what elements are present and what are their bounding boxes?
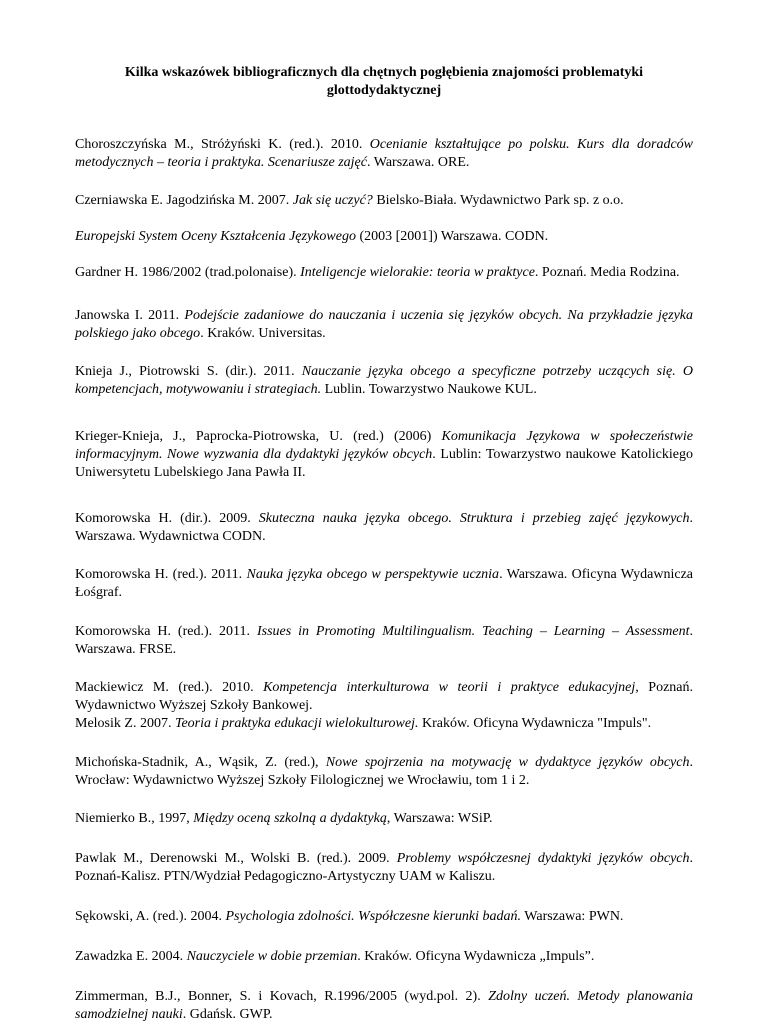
bibliography-entry bbox=[75, 566, 693, 602]
bibliography-entry bbox=[75, 715, 693, 733]
entry-author: Choroszczyńska M., Stróżyński K. (red.). 2010. bbox=[75, 137, 370, 152]
bibliography-entry bbox=[75, 623, 693, 659]
bibliography-entry bbox=[75, 510, 693, 546]
entry-title: Skuteczna nauka języka obcego. Struktura i przebieg zajęć językowych bbox=[258, 511, 690, 526]
bibliography-entry bbox=[75, 428, 693, 482]
entry-author: Sękowski, A. (red.). 2004. bbox=[75, 909, 226, 924]
entry-publisher: , Poznań. Wydawnictwo Wyższej Szkoły Bankowej. bbox=[75, 680, 693, 713]
entry-title: Ocenianie kształtujące po polsku. Kurs dla doradców metodycznych – teoria i praktyka. Scenariusze zajęć bbox=[75, 137, 693, 170]
entry-publisher: Kraków. Oficyna Wydawnicza "Impuls". bbox=[418, 716, 652, 731]
entry-publisher: . Warszawa. ORE. bbox=[366, 155, 470, 170]
entry-title: Psychologia zdolności. Współczesne kierunki badań. bbox=[225, 909, 522, 924]
entry-title: Między oceną szkolną a dydaktyką bbox=[193, 811, 387, 826]
entry-author: Janowska I. 2011. bbox=[75, 308, 185, 323]
bibliography-entry bbox=[75, 136, 693, 172]
entry-title: Zdolny uczeń. Metody planowania samodzielnej nauki bbox=[75, 989, 693, 1022]
entry-author: Pawlak M., Derenowski M., Wolski B. (red.). 2009. bbox=[75, 851, 397, 866]
bibliography-entry bbox=[75, 307, 693, 343]
entry-publisher: . Kraków. Universitas. bbox=[200, 326, 326, 341]
entry-publisher: . Gdańsk. GWP. bbox=[182, 1007, 273, 1022]
bibliography-entry bbox=[75, 754, 693, 790]
document-page bbox=[75, 64, 693, 1024]
bibliography-entry bbox=[75, 908, 693, 926]
entry-publisher: . Lublin: Towarzystwo naukowe Katolickiego Uniwersytetu Lubelskiego Jana Pawła II. bbox=[75, 447, 693, 480]
bibliography-entry bbox=[75, 988, 693, 1024]
entry-author: Niemierko B., 1997, bbox=[75, 811, 194, 826]
bibliography-list bbox=[75, 136, 693, 1024]
entry-author: Zawadzka E. 2004. bbox=[75, 949, 187, 964]
entry-author: Michońska-Stadnik, A., Wąsik, Z. (red.), bbox=[75, 755, 326, 770]
entry-title: Podejście zadaniowe do nauczania i uczenia się języków obcych. Na przykładzie języka polskiego jako obcego bbox=[75, 308, 694, 341]
entry-author: Knieja J., Piotrowski S. (dir.). 2011. bbox=[75, 364, 302, 379]
bibliography-entry bbox=[75, 948, 693, 966]
entry-title: Inteligencje wielorakie: teoria w praktyce bbox=[300, 265, 535, 280]
entry-author: Melosik Z. 2007. bbox=[75, 716, 175, 731]
entry-title: Problemy współczesnej dydaktyki języków obcych bbox=[396, 851, 690, 866]
entry-title: Teoria i praktyka edukacji wielokulturowej. bbox=[174, 716, 419, 731]
entry-publisher: . Poznań. Media Rodzina. bbox=[534, 265, 680, 280]
entry-author: Komorowska H. (dir.). 2009. bbox=[75, 511, 259, 526]
entry-publisher: . Warszawa. Wydawnictwa CODN. bbox=[75, 511, 693, 544]
entry-author: Mackiewicz M. (red.). 2010. bbox=[75, 680, 264, 695]
entry-title: Kompetencja interkulturowa w teorii i praktyce edukacyjnej bbox=[263, 680, 636, 695]
entry-author: Czerniawska E. Jagodzińska M. 2007. bbox=[75, 193, 293, 208]
page-title: Kilka wskazówek bibliograficznych dla chętnych pogłębienia znajomości problematyki glottodydaktycznej bbox=[124, 65, 644, 98]
bibliography-entry bbox=[75, 679, 693, 715]
entry-publisher: . Kraków. Oficyna Wydawnicza „Impuls”. bbox=[357, 949, 595, 964]
entry-publisher: (2003 [2001]) Warszawa. CODN. bbox=[355, 229, 549, 244]
entry-author: Krieger-Knieja, J., Paprocka-Piotrowska, U. (red.) (2006) bbox=[75, 429, 442, 444]
entry-publisher: . Warszawa. FRSE. bbox=[75, 624, 693, 657]
entry-author: Gardner H. 1986/2002 (trad.polonaise). bbox=[75, 265, 301, 280]
bibliography-entry bbox=[75, 850, 693, 886]
entry-author: Komorowska H. (red.). 2011. bbox=[75, 567, 247, 582]
entry-title: Issues in Promoting Multilingualism. Teaching – Learning – Assessment bbox=[256, 624, 690, 639]
entry-author: Komorowska H. (red.). 2011. bbox=[75, 624, 257, 639]
entry-title: Nauczanie języka obcego a specyficzne potrzeby uczących się. O kompetencjach, motywowaniu i strategiach. bbox=[75, 364, 694, 397]
entry-publisher: . Wrocław: Wydawnictwo Wyższej Szkoły Filologicznej we Wrocławiu, tom 1 i 2. bbox=[75, 755, 693, 788]
entry-title: Komunikacja Językowa w społeczeństwie informacyjnym. Nowe wyzwania dla dydaktyki języków obcych bbox=[75, 429, 693, 462]
entry-title: Nowe spojrzenia na motywację w dydaktyce języków obcych bbox=[325, 755, 690, 770]
entry-publisher: . Poznań-Kalisz. PTN/Wydział Pedagogiczno-Artystyczny UAM w Kaliszu. bbox=[75, 851, 693, 884]
entry-title: Jak się uczyć? bbox=[292, 193, 373, 208]
bibliography-entry bbox=[75, 810, 693, 828]
entry-publisher: Lublin. Towarzystwo Naukowe KUL. bbox=[321, 382, 537, 397]
entry-publisher: . Warszawa. Oficyna Wydawnicza Łośgraf. bbox=[75, 567, 694, 600]
entry-publisher: Warszawa: PWN. bbox=[521, 909, 624, 924]
entry-title: Nauka języka obcego w perspektywie ucznia bbox=[246, 567, 500, 582]
entry-publisher: , Warszawa: WSiP. bbox=[386, 811, 493, 826]
bibliography-entry bbox=[75, 264, 693, 282]
bibliography-entry bbox=[75, 363, 693, 399]
entry-publisher: Bielsko-Biała. Wydawnictwo Park sp. z o.o. bbox=[372, 193, 624, 208]
bibliography-entry bbox=[75, 192, 693, 210]
entry-title: Europejski System Oceny Kształcenia Językowego bbox=[75, 229, 356, 244]
entry-author: Zimmerman, B.J., Bonner, S. i Kovach, R.1996/2005 (wyd.pol. 2). bbox=[75, 989, 489, 1004]
bibliography-entry bbox=[75, 228, 693, 246]
entry-title: Nauczyciele w dobie przemian bbox=[186, 949, 358, 964]
